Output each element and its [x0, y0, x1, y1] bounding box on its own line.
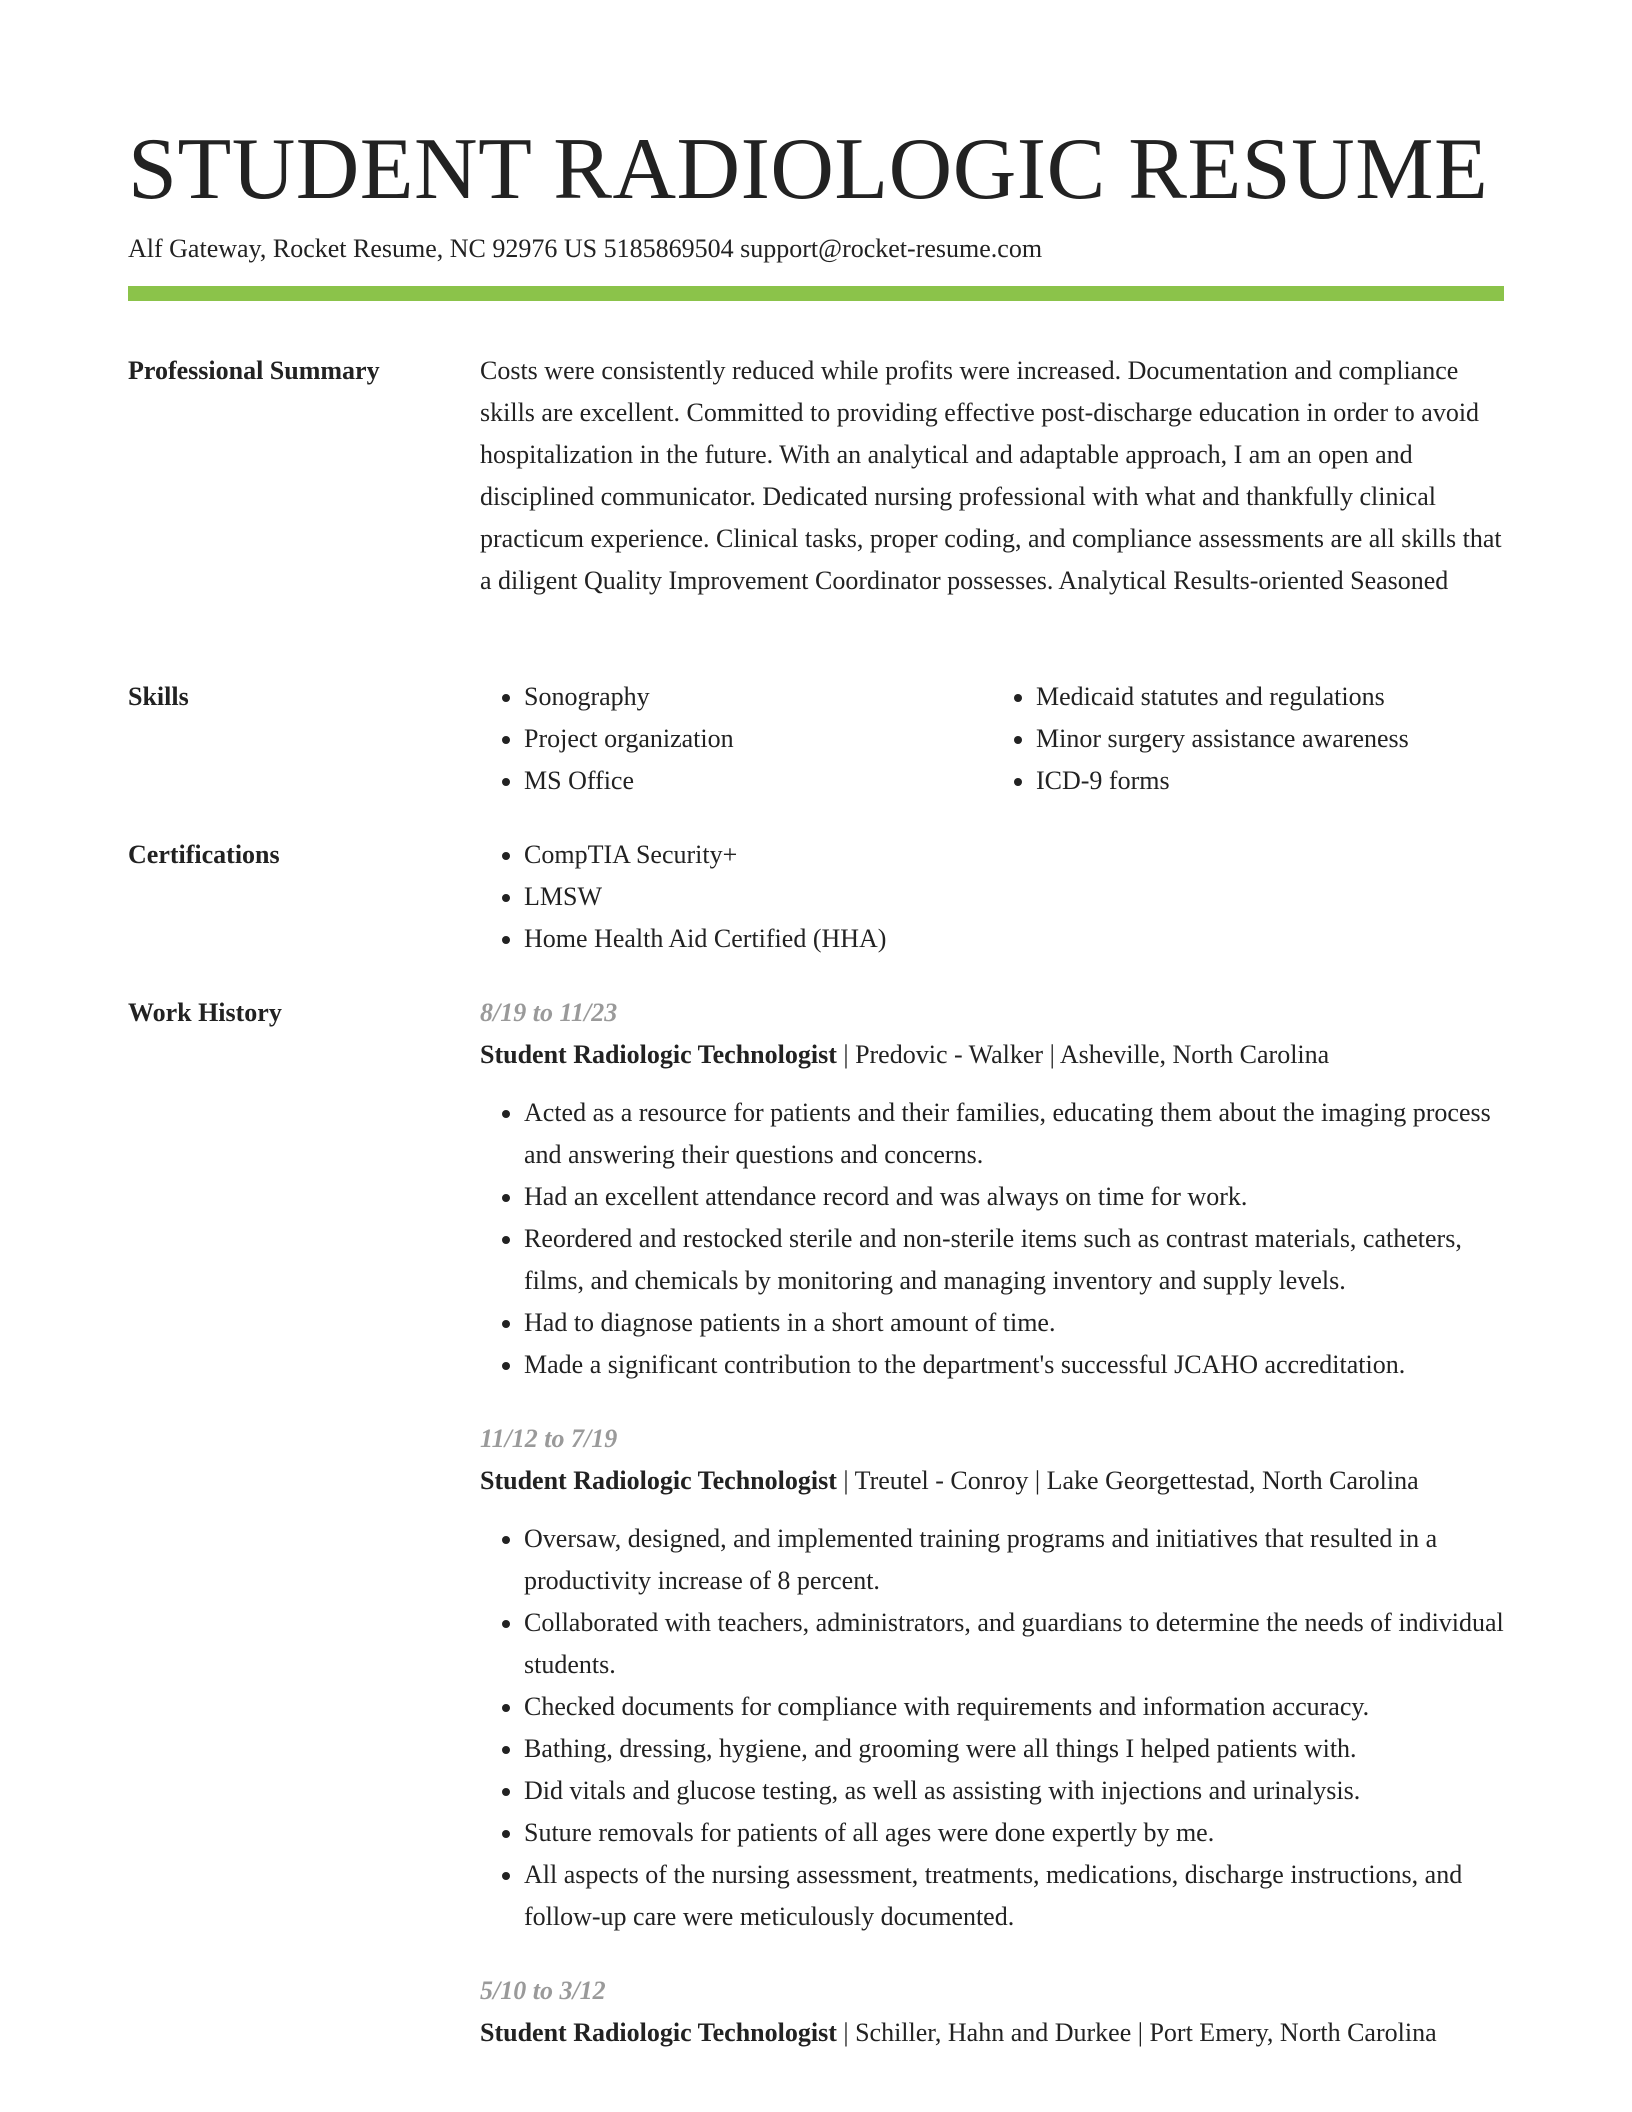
skill-item: • ICD-9 forms	[1036, 760, 1504, 802]
skills-list-left	[480, 676, 992, 802]
certifications-list	[480, 834, 1504, 960]
section-label-skills: Skills	[128, 682, 189, 711]
job-title: Student Radiologic Technologist	[480, 1040, 837, 1069]
section-label-summary: Professional Summary	[128, 356, 380, 385]
skill-item: • Project organization	[524, 718, 992, 760]
job-dates: 8/19 to 11/23	[480, 998, 618, 1027]
section-label-certifications: Certifications	[128, 840, 280, 869]
job-title: Student Radiologic Technologist	[480, 1466, 837, 1495]
job-bullets	[480, 1518, 1504, 1938]
certifications-content	[480, 834, 1504, 960]
skill-item: • Sonography	[524, 676, 992, 718]
job-heading	[480, 1034, 1504, 1076]
certification-item: • CompTIA Security+	[524, 834, 1504, 876]
job-dates: 5/10 to 3/12	[480, 1976, 606, 2005]
resume-title: STUDENT RADIOLOGIC RESUME	[128, 121, 1489, 218]
job-bullet: • Made a significant contribution to the department's successful JCAHO accreditation.	[524, 1344, 1504, 1386]
certification-item: • Home Health Aid Certified (HHA)	[524, 918, 1504, 960]
job-bullet: • Oversaw, designed, and implemented training programs and initiatives that resulted in a productivity increase of 8 percent.	[524, 1518, 1504, 1602]
skill-item: • MS Office	[524, 760, 992, 802]
job-heading	[480, 2012, 1504, 2054]
job-bullets	[480, 1092, 1504, 1386]
job-bullet: • All aspects of the nursing assessment, treatments, medications, discharge instructions, and follow-up care were meticulously documented.	[524, 1854, 1504, 1938]
job-bullet: • Had an excellent attendance record and was always on time for work.	[524, 1176, 1504, 1218]
job-details: | Predovic - Walker | Asheville, North Carolina	[836, 1040, 1330, 1069]
job-bullet: • Had to diagnose patients in a short amount of time.	[524, 1302, 1504, 1344]
job-bullet: • Reordered and restocked sterile and non-sterile items such as contrast materials, catheters, films, and chemicals by monitoring and managing inventory and supply levels.	[524, 1218, 1504, 1302]
job-bullet: • Collaborated with teachers, administrators, and guardians to determine the needs of individual students.	[524, 1602, 1504, 1686]
certification-item: • LMSW	[524, 876, 1504, 918]
job-bullet: • Did vitals and glucose testing, as well as assisting with injections and urinalysis.	[524, 1770, 1504, 1812]
summary-text: Costs were consistently reduced while profits were increased. Documentation and compliance skills are excellent. Committed to providing effective post-discharge education in order to avoid hospitalization in the future. With an analytical and adaptable approach, I am an open and disciplined communicator. Dedicated nursing professional with what and thankfully clinical practicum experience. Clinical tasks, proper coding, and compliance assessments are all skills that a diligent Quality Improvement Coordinator possesses. Analytical Results-oriented Seasoned	[480, 356, 1502, 595]
job-bullet: • Checked documents for compliance with requirements and information accuracy.	[524, 1686, 1504, 1728]
contact-line: Alf Gateway, Rocket Resume, NC 92976 US 5185869504 support@rocket-resume.com	[128, 234, 1043, 263]
job-bullet: • Suture removals for patients of all ages were done expertly by me.	[524, 1812, 1504, 1854]
skills-list-right	[992, 676, 1504, 802]
job-heading	[480, 1460, 1504, 1502]
job-entry	[480, 1418, 1504, 1938]
work-history-content	[480, 992, 1504, 2054]
job-title: Student Radiologic Technologist	[480, 2018, 837, 2047]
skill-item: • Minor surgery assistance awareness	[1036, 718, 1504, 760]
section-label-work-history: Work History	[128, 998, 282, 1027]
accent-divider	[128, 286, 1504, 301]
skills-content	[480, 676, 1504, 802]
job-dates: 11/12 to 7/19	[480, 1424, 618, 1453]
summary-content	[480, 350, 1504, 602]
skill-item: • Medicaid statutes and regulations	[1036, 676, 1504, 718]
job-details: | Schiller, Hahn and Durkee | Port Emery, North Carolina	[836, 2018, 1437, 2047]
job-details: | Treutel - Conroy | Lake Georgettestad, North Carolina	[836, 1466, 1419, 1495]
job-bullet: • Bathing, dressing, hygiene, and grooming were all things I helped patients with.	[524, 1728, 1504, 1770]
job-entry	[480, 992, 1504, 1386]
job-entry	[480, 1970, 1504, 2054]
job-bullet: • Acted as a resource for patients and their families, educating them about the imaging process and answering their questions and concerns.	[524, 1092, 1504, 1176]
